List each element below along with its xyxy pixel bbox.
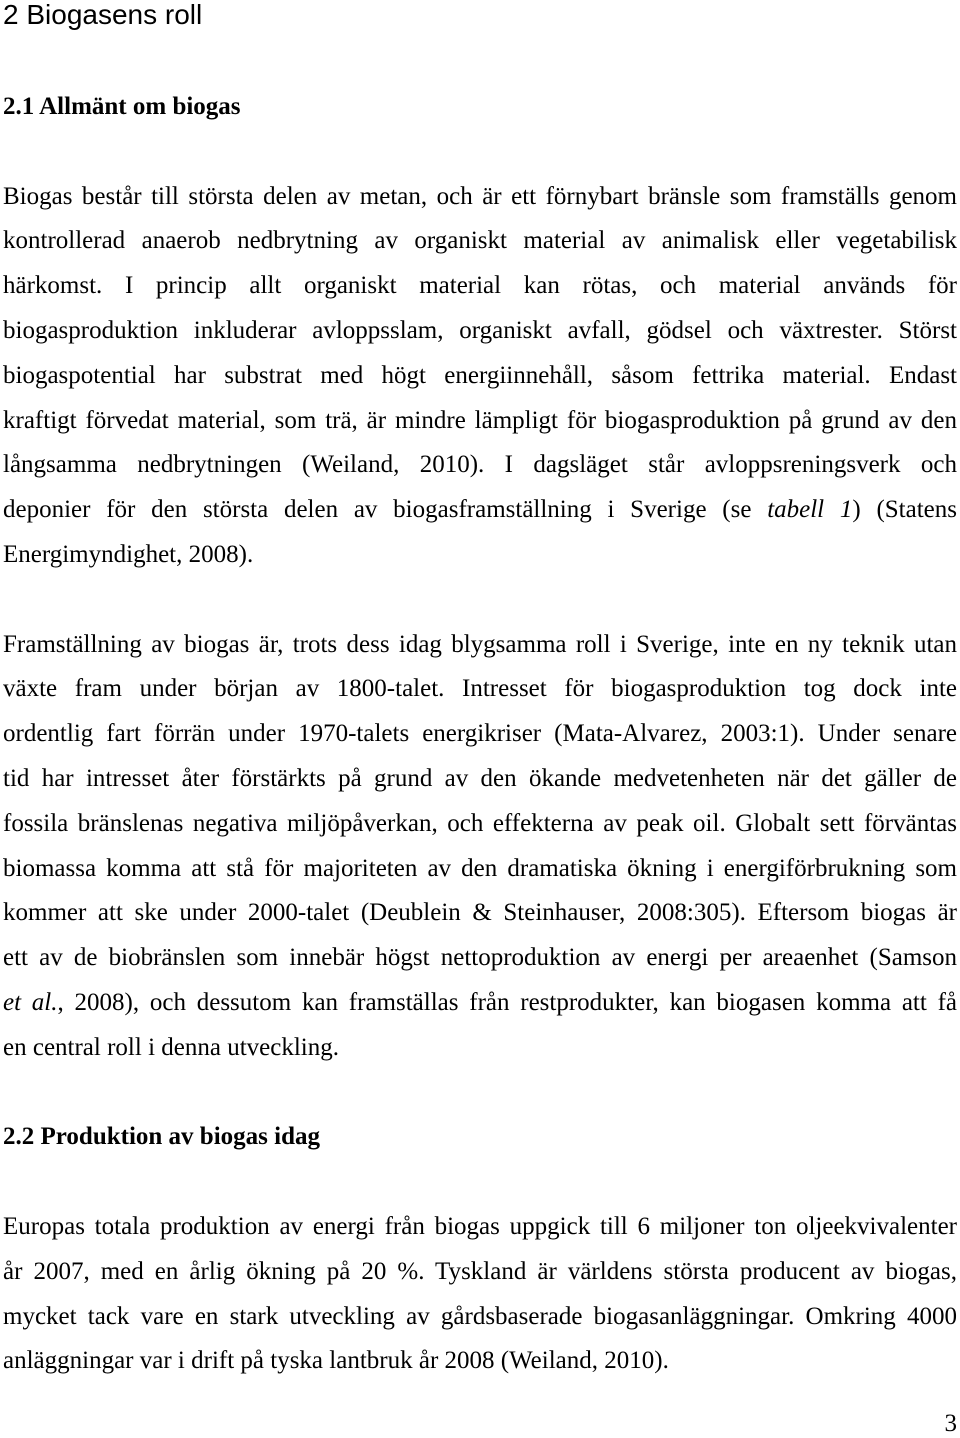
paragraph-line: en central roll i denna utveckling. <box>3 1033 339 1061</box>
paragraph-line <box>3 488 957 533</box>
section <box>3 1115 957 1384</box>
paragraph-line: mycket tack vare en stark utveckling av gårdsbaserade biogasanläggningar. Omkring 4000 <box>3 1302 957 1330</box>
text-run: ) (Statens <box>852 496 957 524</box>
paragraph-line: anläggningar var i drift på tyska lantbruk år 2008 (Weiland, 2010). <box>3 1347 669 1375</box>
paragraph-line: år 2007, med en årlig ökning på 20 %. Tyskland är världens största producent av biogas, <box>3 1257 957 1285</box>
paragraph-line: kontrollerad anaerob nedbrytning av organiskt material av animalisk eller vegetabilisk <box>3 227 957 255</box>
paragraph <box>3 1205 957 1384</box>
paragraph-line: Biogas består till största delen av metan, och är ett förnybart bränsle som framställs genom <box>3 182 957 210</box>
paragraph-line: ett av de biobränslen som innebär högst nettoproduktion av energi per areaenhet (Samson <box>3 944 957 972</box>
paragraph-line: biogaspotential har substrat med högt energiinnehåll, såsom fettrika material. Endast <box>3 361 957 389</box>
text-run: deponier för den största delen av biogasframställning i Sverige (se <box>3 496 768 524</box>
paragraph-line: växte fram under början av 1800-talet. Intresset för biogasproduktion tog dock inte <box>3 675 957 703</box>
paragraph-line: ordentlig fart förrän under 1970-talets energikriser (Mata-Alvarez, 2003:1). Under senare <box>3 720 957 748</box>
paragraph-line: tid har intresset åter förstärkts på grund av den ökande medvetenheten när det gäller de <box>3 764 957 792</box>
paragraph-line: kommer att ske under 2000-talet (Deublein & Steinhauser, 2008:305). Eftersom biogas är <box>3 899 957 927</box>
document-body <box>3 85 957 1384</box>
paragraph-line: biogasproduktion inkluderar avloppsslam, organiskt avfall, gödsel och växtrester. Störst <box>3 316 957 344</box>
italic-text: tabell 1 <box>767 496 853 524</box>
page-number: 3 <box>944 1410 957 1437</box>
paragraph-line: härkomst. I princip allt organiskt material kan rötas, och material används för <box>3 272 957 300</box>
italic-text: et al. <box>3 988 58 1016</box>
paragraph <box>3 175 957 578</box>
paragraph-line: fossila bränslenas negativa miljöpåverkan, och effekterna av peak oil. Globalt sett förväntas <box>3 809 957 837</box>
paragraph-line: kraftigt förvedat material, som trä, är mindre lämpligt för biogasproduktion på grund av den <box>3 406 957 434</box>
paragraph-line: långsamma nedbrytningen (Weiland, 2010). I dagsläget står avloppsreningsverk och <box>3 451 957 479</box>
paragraph-line: Framställning av biogas är, trots dess idag blygsamma roll i Sverige, inte en ny teknik utan <box>3 630 957 658</box>
paragraph <box>3 623 957 1071</box>
paragraph-line: Europas totala produktion av energi från biogas uppgick till 6 miljoner ton oljeekvivalenter <box>3 1212 957 1240</box>
text-run: , 2008), och dessutom kan framställas från restprodukter, kan biogasen komma att få <box>57 988 957 1016</box>
chapter-title: 2 Biogasens roll <box>3 0 203 30</box>
paragraph-line <box>3 981 957 1026</box>
section <box>3 85 957 1071</box>
section-heading: 2.2 Produktion av biogas idag <box>3 1123 320 1151</box>
section-heading: 2.1 Allmänt om biogas <box>3 93 241 120</box>
paragraph-line: biomassa komma att stå för majoriteten av den dramatiska ökning i energiförbrukning som <box>3 854 957 882</box>
paragraph-line: Energimyndighet, 2008). <box>3 540 254 568</box>
